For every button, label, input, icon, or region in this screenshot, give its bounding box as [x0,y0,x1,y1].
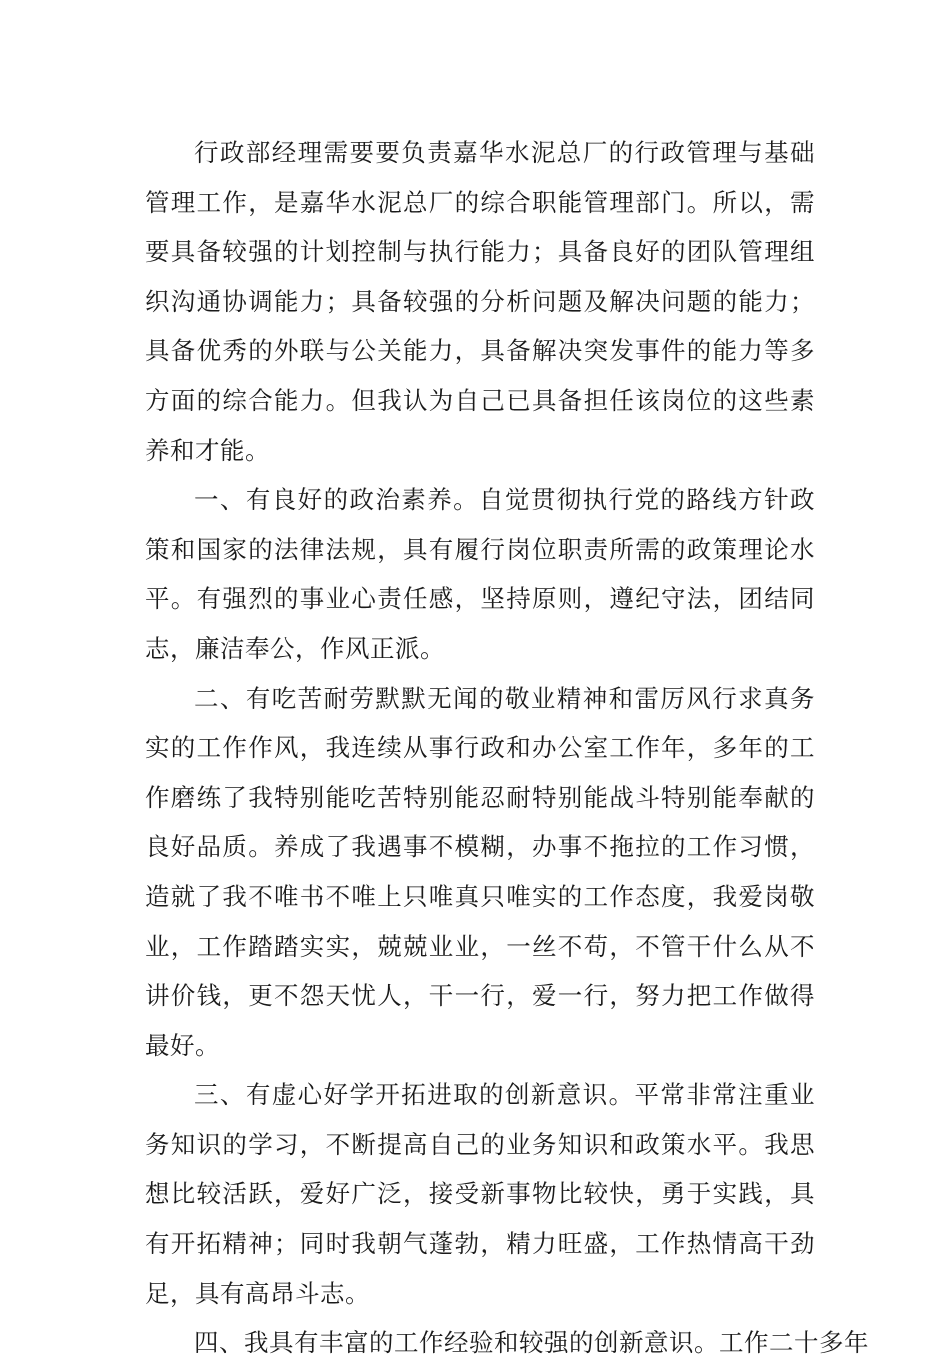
paragraph-experience: 四、我具有丰富的工作经验和较强的创新意识。工作二十多年 [194,1328,869,1358]
paragraph-political-quality: 一、有良好的政治素养。自觉贯彻执行党的路线方针政策和国家的法律法规，具有履行岗位职责所需的政策理论水平。有强烈的事业心责任感，坚持原则，遵纪守法，团结同志，廉洁奉公，作风正派。 [145,485,815,663]
paragraph-work-ethic: 二、有吃苦耐劳默默无闻的敬业精神和雷厉风行求真务实的工作作风，我连续从事行政和办公室工作年，多年的工作磨练了我特别能吃苦特别能忍耐特别能战斗特别能奉献的良好品质。养成了我遇事不模糊，办事不拖拉的工作习惯，造就了我不唯书不唯上只唯真只唯实的工作态度，我爱岗敬业，工作踏踏实实，兢兢业业，一丝不苟，不管干什么从不讲价钱，更不怨天忧人，干一行，爱一行，努力把工作做得最好。 [145,683,815,1060]
document-body [145,128,869,1368]
paragraph-innovation: 三、有虚心好学开拓进取的创新意识。平常非常注重业务知识的学习，不断提高自己的业务知识和政策水平。我思想比较活跃，爱好广泛，接受新事物比较快，勇于实践，具有开拓精神；同时我朝气蓬勃，精力旺盛，工作热情高干劲足，具有高昂斗志。 [145,1080,815,1308]
paragraph-intro: 行政部经理需要要负责嘉华水泥总厂的行政管理与基础管理工作，是嘉华水泥总厂的综合职能管理部门。所以，需要具备较强的计划控制与执行能力；具备良好的团队管理组织沟通协调能力；具备较强的分析问题及解决问题的能力；具备优秀的外联与公关能力，具备解决突发事件的能力等多方面的综合能力。但我认为自己已具备担任该岗位的这些素养和才能。 [145,138,815,465]
